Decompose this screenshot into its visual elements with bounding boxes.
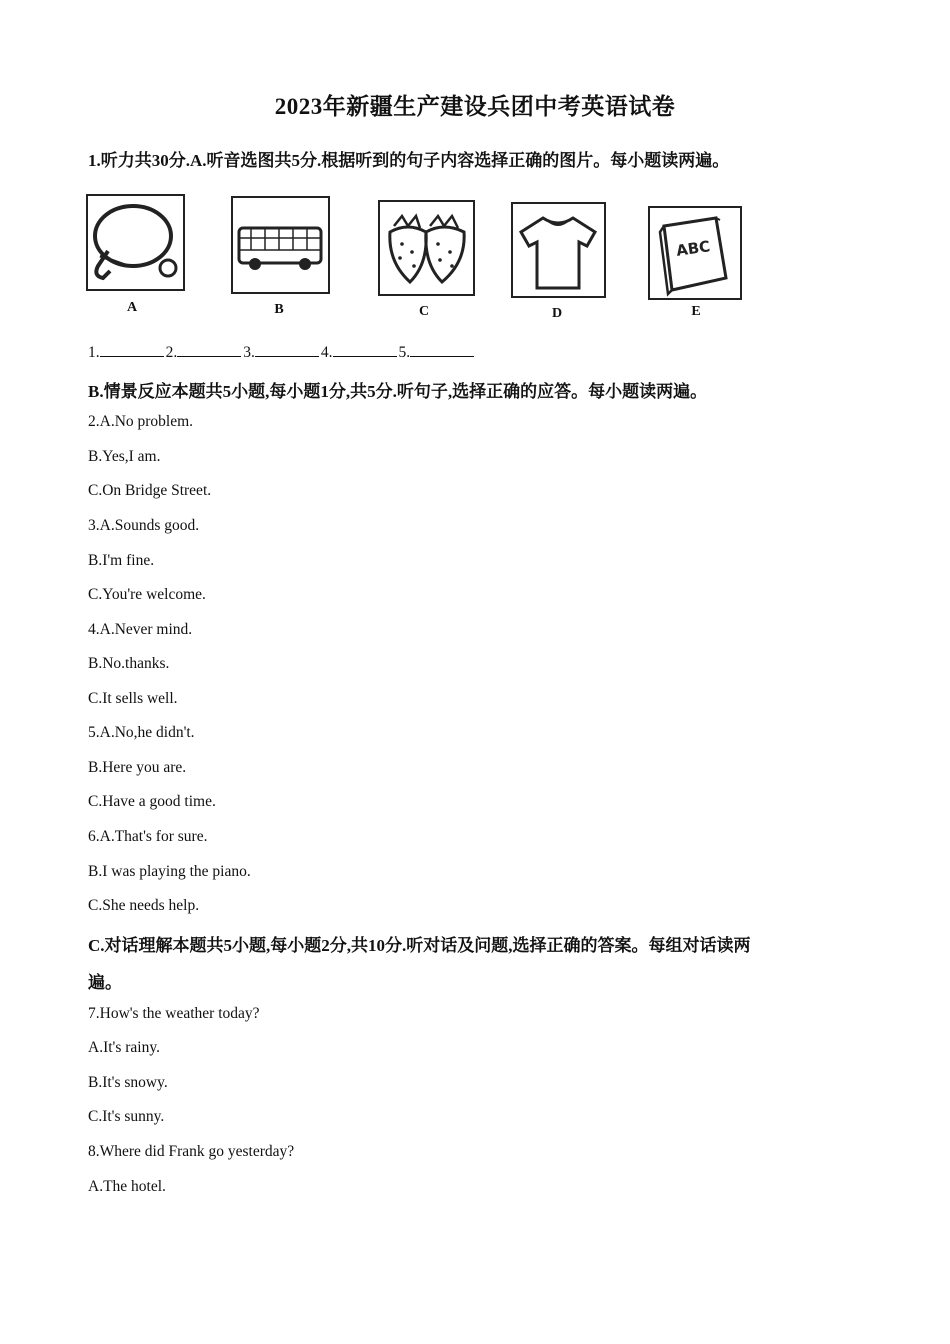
bus-icon (233, 198, 328, 292)
strawberry-icon (380, 202, 473, 294)
section-a-heading: 1.听力共30分.A.听音选图共5分.根据听到的句子内容选择正确的图片。每小题读两遍。 (88, 151, 730, 170)
option-line: B.No.thanks. (88, 655, 170, 672)
answer-blank[interactable] (410, 342, 474, 357)
question-line: 7.How's the weather today? (88, 1005, 260, 1022)
answer-blank[interactable] (333, 342, 397, 357)
picture-letter: A (126, 300, 138, 315)
section-b-heading: B.情景反应本题共5小题,每小题1分,共5分.听句子,选择正确的应答。每小题读两遍。 (88, 382, 708, 401)
picture-letter: B (274, 302, 284, 317)
option-line: A.The hotel. (88, 1178, 166, 1195)
answer-blanks (88, 342, 476, 362)
picture-letter: E (691, 304, 701, 319)
answer-blank[interactable] (177, 342, 241, 357)
option-line: C.You're welcome. (88, 586, 206, 603)
picture-letter: D (551, 306, 563, 321)
option-line: 2.A.No problem. (88, 413, 194, 430)
option-line: B.Here you are. (88, 759, 187, 776)
option-line: C.It sells well. (88, 690, 178, 707)
answer-blank[interactable] (255, 342, 319, 357)
option-line: B.It's snowy. (88, 1074, 168, 1091)
picture-row (86, 190, 756, 325)
table-tennis-icon (88, 196, 183, 289)
page-title: 2023年新疆生产建设兵团中考英语试卷 (274, 94, 676, 119)
option-line: C.It's sunny. (88, 1108, 165, 1125)
option-line: A.It's rainy. (88, 1039, 160, 1056)
option-line: B.Yes,I am. (88, 448, 161, 465)
blank-number: 1. (88, 344, 100, 361)
option-line: 5.A.No,he didn't. (88, 724, 195, 741)
answer-blank[interactable] (100, 342, 164, 357)
section-c-heading-cont: 遍。 (88, 973, 122, 992)
option-line: C.Have a good time. (88, 793, 216, 810)
tshirt-icon (513, 204, 604, 296)
option-line: 4.A.Never mind. (88, 621, 193, 638)
section-c-heading: C.对话理解本题共5小题,每小题2分,共10分.听对话及问题,选择正确的答案。每组对话读两 (88, 936, 751, 955)
picture-letter: C (418, 304, 430, 319)
blank-number: 4. (320, 344, 333, 361)
blank-number: 2. (165, 344, 178, 361)
option-line: 6.A.That's for sure. (88, 828, 208, 845)
option-line: B.I'm fine. (88, 552, 155, 569)
option-line: C.On Bridge Street. (88, 482, 212, 499)
option-line: 3.A.Sounds good. (88, 517, 200, 534)
blank-number: 3. (243, 344, 255, 361)
svg-text:ABC: ABC (675, 237, 712, 260)
option-line: C.She needs help. (88, 897, 200, 914)
question-line: 8.Where did Frank go yesterday? (88, 1143, 295, 1160)
option-line: B.I was playing the piano. (88, 863, 251, 880)
abc-book-icon (650, 208, 740, 298)
blank-number: 5. (398, 344, 411, 361)
